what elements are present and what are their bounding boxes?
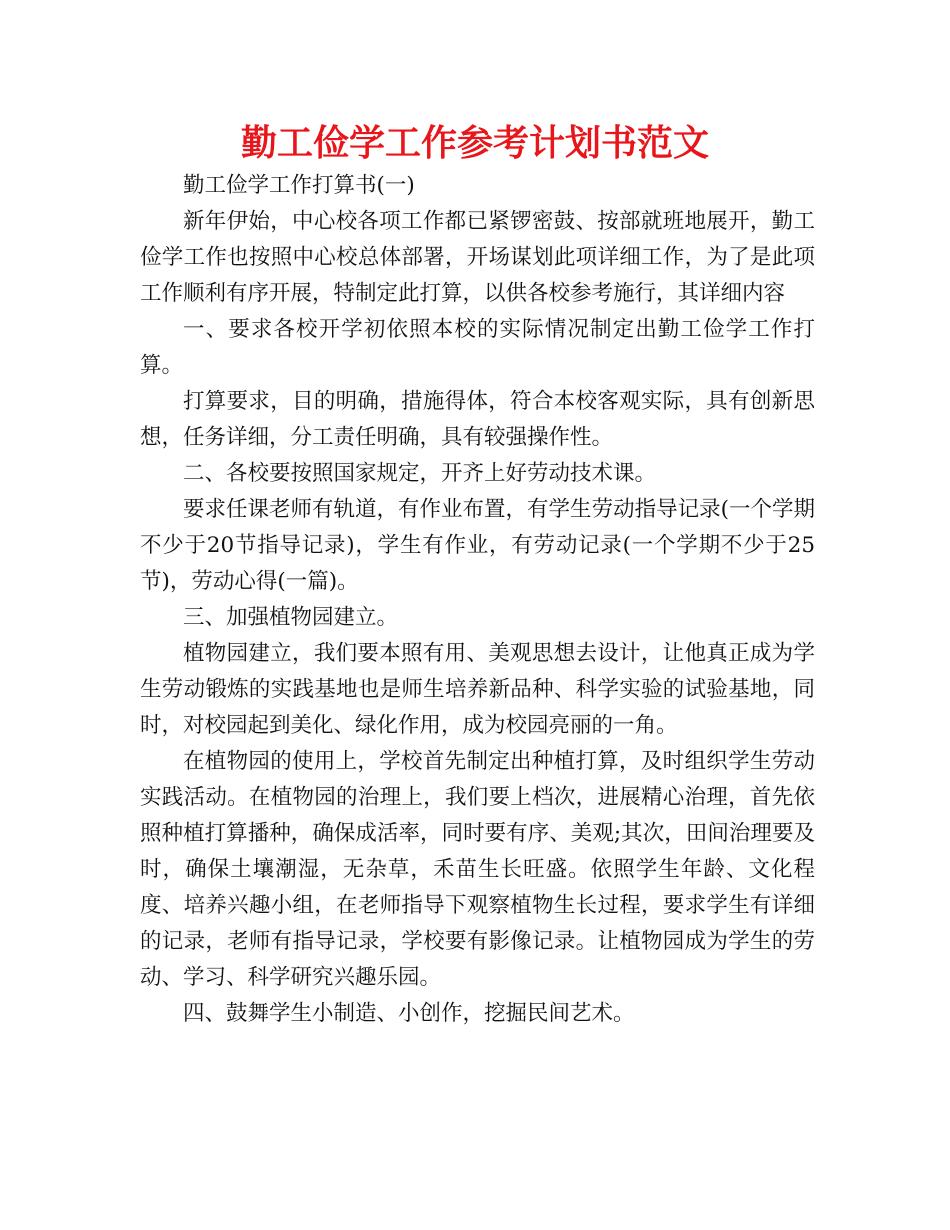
document-body [140,168,815,1032]
paragraph-section-3-body-2: 在植物园的使用上，学校首先制定出种植打算，及时组织学生劳动实践活动。在植物园的治理上，我们要上档次，进展精心治理，首先依照种植打算播种，确保成活率，同时要有序、美观;其次，田间治理要及时，确保土壤潮湿，无杂草，禾苗生长旺盛。依照学生年龄、文化程度、培养兴趣小组，在老师指导下观察植物生长过程，要求学生有详细的记录，老师有指导记录，学校要有影像记录。让植物园成为学生的劳动、学习、科学研究兴趣乐园。 [140,749,815,990]
paragraph-section-3-body-1: 植物园建立，我们要本照有用、美观思想去设计，让他真正成为学生劳动锻炼的实践基地也是师生培养新品种、科学实验的试验基地，同时，对校园起到美化、绿化作用，成为校园亮丽的一角。 [140,641,815,738]
paragraph-section-4-heading: 四、鼓舞学生小制造、小创作，挖掘民间艺术。 [183,1001,635,1026]
paragraph-section-2-heading: 二、各校要按照国家规定，开齐上好劳动技术课。 [183,461,657,486]
paragraph-section-3-heading: 三、加强植物园建立。 [183,605,399,630]
paragraph-intro: 新年伊始，中心校各项工作都已紧锣密鼓、按部就班地展开，勤工俭学工作也按照中心校总体部署，开场谋划此项详细工作，为了是此项工作顺利有序开展，特制定此打算，以供各校参考施行，其详细内容 [140,209,815,306]
paragraph-section-1-heading: 一、要求各校开学初依照本校的实际情况制定出勤工俭学工作打算。 [140,317,815,378]
paragraph-section-2-body: 要求任课老师有轨道，有作业布置，有学生劳动指导记录(一个学期不少于20节指导记录)，学生有作业，有劳动记录(一个学期不少于25节)，劳动心得(一篇)。 [140,497,815,594]
paragraph-section-1-body: 打算要求，目的明确，措施得体，符合本校客观实际，具有创新思想，任务详细，分工责任明确，具有较强操作性。 [140,389,815,450]
document-title: 勤工俭学工作参考计划书范文 [240,123,709,164]
paragraph-subtitle: 勤工俭学工作打算书(一) [183,173,415,198]
